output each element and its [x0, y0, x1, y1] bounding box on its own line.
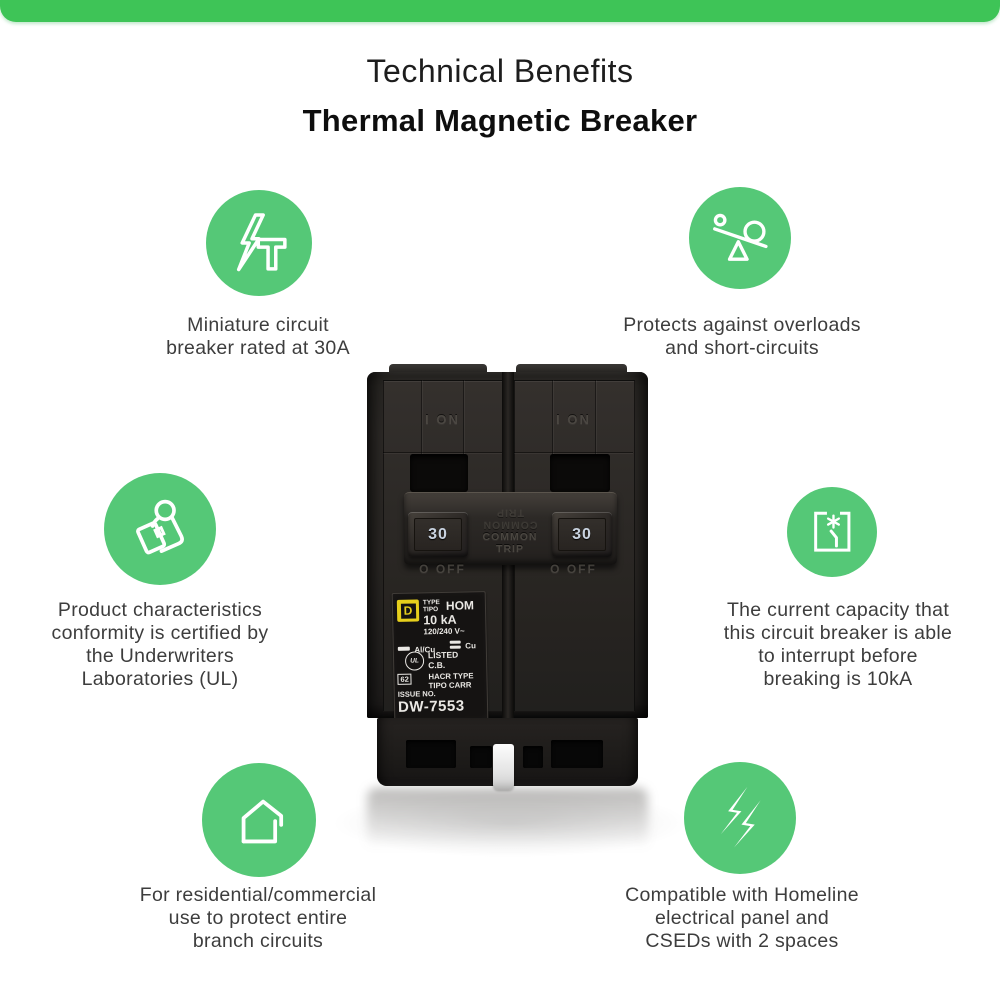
- benefit-circle-rating: [206, 190, 312, 296]
- wire-rating-cu: Cu: [450, 635, 476, 654]
- benefit-text-residential: [98, 884, 418, 953]
- voltage-rating: 120/240 V~: [423, 626, 465, 637]
- benefit-line: Protects against overloads: [623, 314, 861, 336]
- wire-rating-alcu: Al/Cu: [398, 639, 436, 658]
- benefit-line: use to protect entire: [168, 907, 348, 929]
- brand-letter: D: [400, 603, 415, 618]
- on-marking-left: I ON: [425, 412, 460, 427]
- benefit-circle-capacity: [787, 487, 877, 577]
- square-d-logo: [397, 599, 419, 621]
- benefit-text-certification: [20, 599, 300, 691]
- benefit-line: Miniature circuit: [187, 314, 329, 336]
- interrupt-rating: 10 kA: [423, 612, 457, 628]
- benefit-circle-protection: [689, 187, 791, 289]
- benefit-line: and short-circuits: [665, 337, 819, 359]
- ul-logo: UL: [405, 651, 424, 670]
- certification-icon: [123, 492, 197, 566]
- foot-notch: [523, 746, 543, 768]
- benefit-circle-compatibility: [684, 762, 796, 874]
- benefit-line: The current capacity that: [726, 599, 950, 621]
- benefit-line: breaker rated at 30A: [166, 337, 350, 359]
- off-marking-right: O OFF: [550, 562, 597, 576]
- benefit-line: Compatible with Homeline: [625, 884, 859, 906]
- lightning-bolt-t-icon: [224, 208, 294, 278]
- foot-notch: [406, 740, 456, 768]
- double-lightning-icon: [703, 781, 777, 855]
- foot-notch: [551, 740, 603, 768]
- breaker-handle-right[interactable]: [552, 512, 612, 557]
- foot-notch: [470, 746, 492, 768]
- amp-rating-left: 30: [428, 525, 448, 543]
- handle-window-right: [550, 454, 610, 492]
- benefit-line: breaking is 10kA: [763, 668, 913, 690]
- ul-listed-text: LISTED C.B.: [427, 649, 459, 670]
- benefit-text-protection: [582, 314, 902, 360]
- benefit-line: this circuit breaker is able: [723, 622, 953, 644]
- code-badge: 62: [397, 674, 412, 685]
- overload-seesaw-icon: [706, 204, 773, 271]
- breaking-capacity-icon: [802, 502, 861, 561]
- breaker-handle-left[interactable]: [408, 512, 468, 557]
- handle-window-left: [410, 454, 468, 492]
- benefit-circle-certification: [104, 473, 216, 585]
- benefit-circle-residential: [202, 763, 316, 877]
- spec-label: [392, 591, 489, 722]
- type-word: TYPE TIPO: [422, 598, 440, 614]
- issue-number: DW-7553: [397, 697, 465, 716]
- common-trip-upright: COMMON TRIP: [482, 531, 538, 555]
- benefit-line: branch circuits: [192, 930, 324, 952]
- benefit-line: electrical panel and: [654, 907, 830, 929]
- page-title: Technical Benefits: [366, 53, 634, 89]
- type-value: HOM: [445, 598, 475, 613]
- off-marking-left: O OFF: [419, 562, 466, 576]
- mold-seam: [383, 452, 502, 453]
- benefit-line: to interrupt before: [758, 645, 918, 667]
- issue-label: ISSUE NO.: [397, 689, 436, 699]
- benefit-text-compatibility: [582, 884, 902, 953]
- handle-face: [558, 518, 606, 551]
- handle-face: [414, 518, 462, 551]
- benefit-line: For residential/commercial: [139, 884, 377, 906]
- benefit-line: conformity is certified by: [51, 622, 269, 644]
- benefit-line: Laboratories (UL): [81, 668, 239, 690]
- hacr-type-text: HACR TYPE TIPO CARR: [428, 671, 474, 691]
- mold-seam: [514, 452, 633, 453]
- benefit-line: Product characteristics: [57, 599, 263, 621]
- common-trip-marking: [468, 507, 552, 555]
- circuit-breaker-product: [367, 364, 648, 864]
- product-reflection: [367, 788, 648, 858]
- common-trip-flipped: COMMON TRIP: [482, 507, 538, 531]
- benefit-text-capacity: [688, 599, 988, 691]
- benefit-line: CSEDs with 2 spaces: [645, 930, 839, 952]
- on-marking-right: I ON: [556, 412, 591, 427]
- mounting-clip: [493, 744, 514, 790]
- amp-rating-right: 30: [572, 525, 592, 543]
- top-accent-bar: [0, 0, 1000, 22]
- home-icon: [221, 782, 296, 857]
- benefit-line: the Underwriters: [86, 645, 234, 667]
- benefit-text-rating: [98, 314, 418, 360]
- page-subtitle: Thermal Magnetic Breaker: [302, 103, 698, 138]
